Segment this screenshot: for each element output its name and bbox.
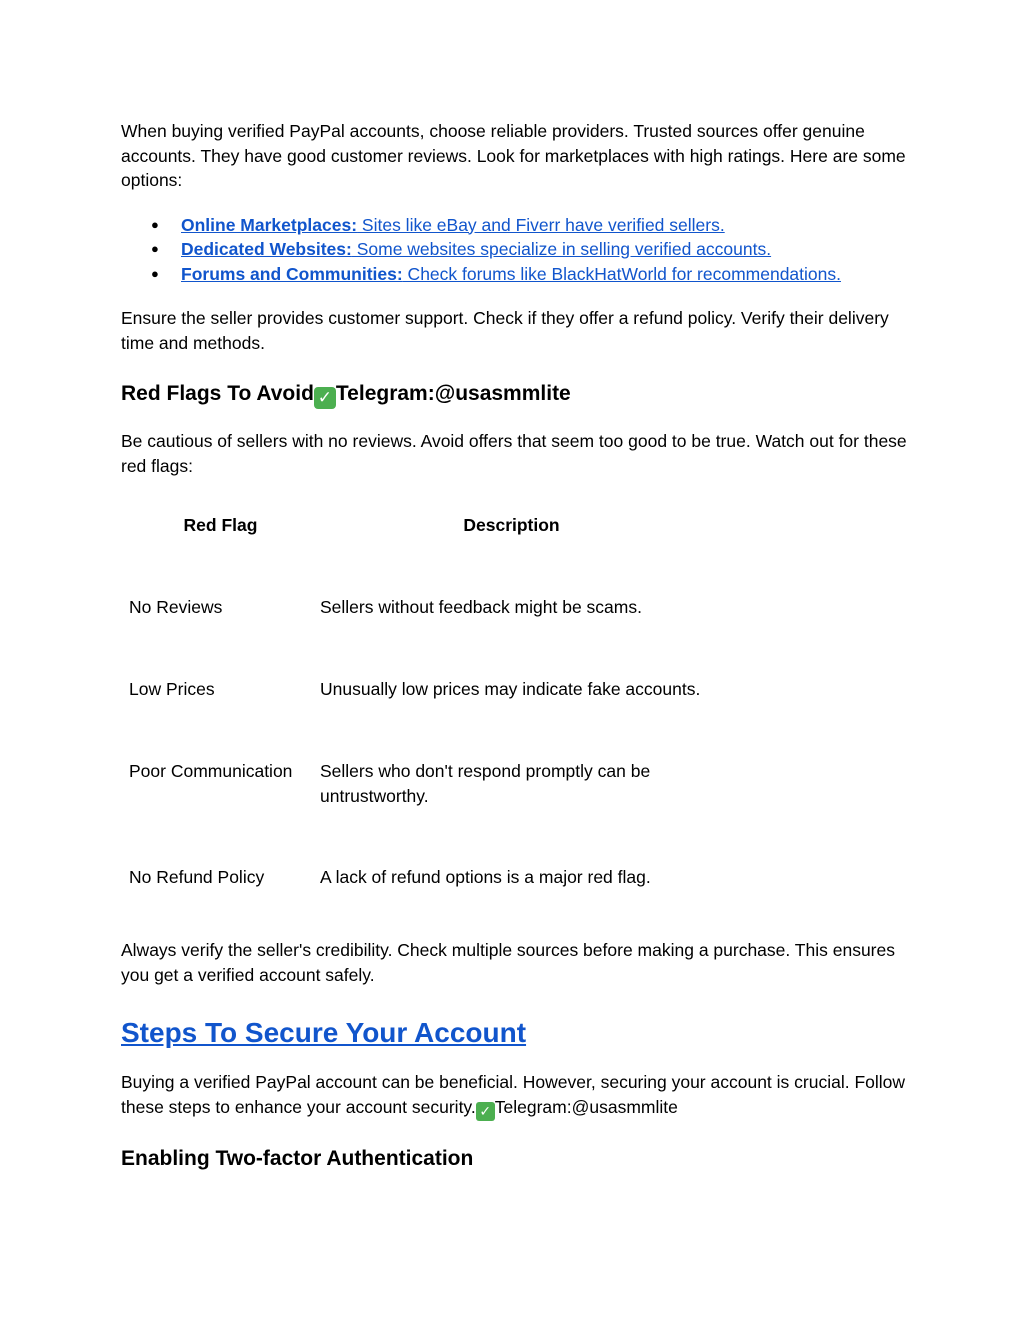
table-header-row (121, 513, 703, 595)
bullet-icon: ● (151, 241, 159, 256)
table-row (121, 865, 703, 914)
list-item (151, 262, 911, 287)
telegram-handle: Telegram:@usasmmlite (494, 1096, 678, 1117)
table-row (121, 677, 703, 759)
list-item (151, 237, 911, 262)
online-marketplaces-link[interactable] (181, 215, 725, 235)
forums-communities-link[interactable] (181, 264, 841, 284)
red-flags-heading (121, 380, 911, 409)
column-header-red-flag: Red Flag (183, 515, 258, 535)
link-bold-label: Dedicated Websites: (181, 239, 352, 259)
options-list (121, 213, 911, 287)
link-bold-label: Forums and Communities: (181, 263, 403, 284)
dedicated-websites-link[interactable] (181, 239, 771, 259)
red-flag-cell: Low Prices (129, 679, 215, 699)
bullet-icon: ● (151, 265, 159, 281)
description-cell: Sellers who don't respond promptly can be untrustworthy. (320, 761, 651, 806)
support-paragraph: Ensure the seller provides customer support. Check if they offer a refund policy. Verify their delivery time and methods. (121, 308, 889, 353)
list-item (151, 213, 911, 238)
check-mark-icon: ✓ (476, 1102, 495, 1121)
intro-paragraph: When buying verified PayPal accounts, choose reliable providers. Trusted sources offer genuine accounts. They have good customer reviews. Look for marketplaces with high ratings. Here are some options: (121, 121, 906, 190)
telegram-handle: Telegram:@usasmmlite (335, 382, 571, 405)
red-flag-cell: No Refund Policy (129, 867, 265, 887)
red-flags-table (121, 513, 703, 914)
red-flag-cell: Poor Communication (129, 761, 293, 781)
buying-paragraph (121, 1070, 911, 1121)
table-row (121, 595, 703, 677)
link-text: Sites like eBay and Fiverr have verified sellers. (357, 214, 725, 235)
table-row (121, 759, 703, 865)
bullet-icon: ● (151, 216, 159, 232)
two-factor-heading: Enabling Two-factor Authentication (121, 1146, 474, 1170)
red-flag-cell: No Reviews (129, 597, 223, 617)
heading-text: Red Flags To Avoid (121, 382, 314, 405)
always-paragraph: Always verify the seller's credibility. Check multiple sources before making a purchase. This ensures you get a verified account safely. (121, 940, 895, 985)
link-text: Check forums like BlackHatWorld for recommendations. (402, 263, 841, 284)
description-cell: Unusually low prices may indicate fake accounts. (320, 679, 701, 699)
document-page (121, 119, 911, 1173)
check-mark-icon: ✓ (314, 387, 336, 409)
secure-account-link[interactable]: Steps To Secure Your Account (121, 1017, 527, 1048)
description-cell: Sellers without feedback might be scams. (320, 597, 642, 617)
link-bold-label: Online Marketplaces: (181, 214, 358, 235)
paragraph-text: Buying a verified PayPal account can be beneficial. However, securing your account is crucial. Follow these steps to enhance your account security. (121, 1072, 906, 1117)
cautious-paragraph: Be cautious of sellers with no reviews. Avoid offers that seem too good to be true. Watch out for these red flags: (121, 431, 907, 476)
description-cell: A lack of refund options is a major red flag. (320, 867, 651, 887)
secure-account-heading (121, 1013, 911, 1053)
column-header-description: Description (463, 515, 560, 535)
link-text: Some websites specialize in selling verified accounts. (351, 239, 772, 259)
